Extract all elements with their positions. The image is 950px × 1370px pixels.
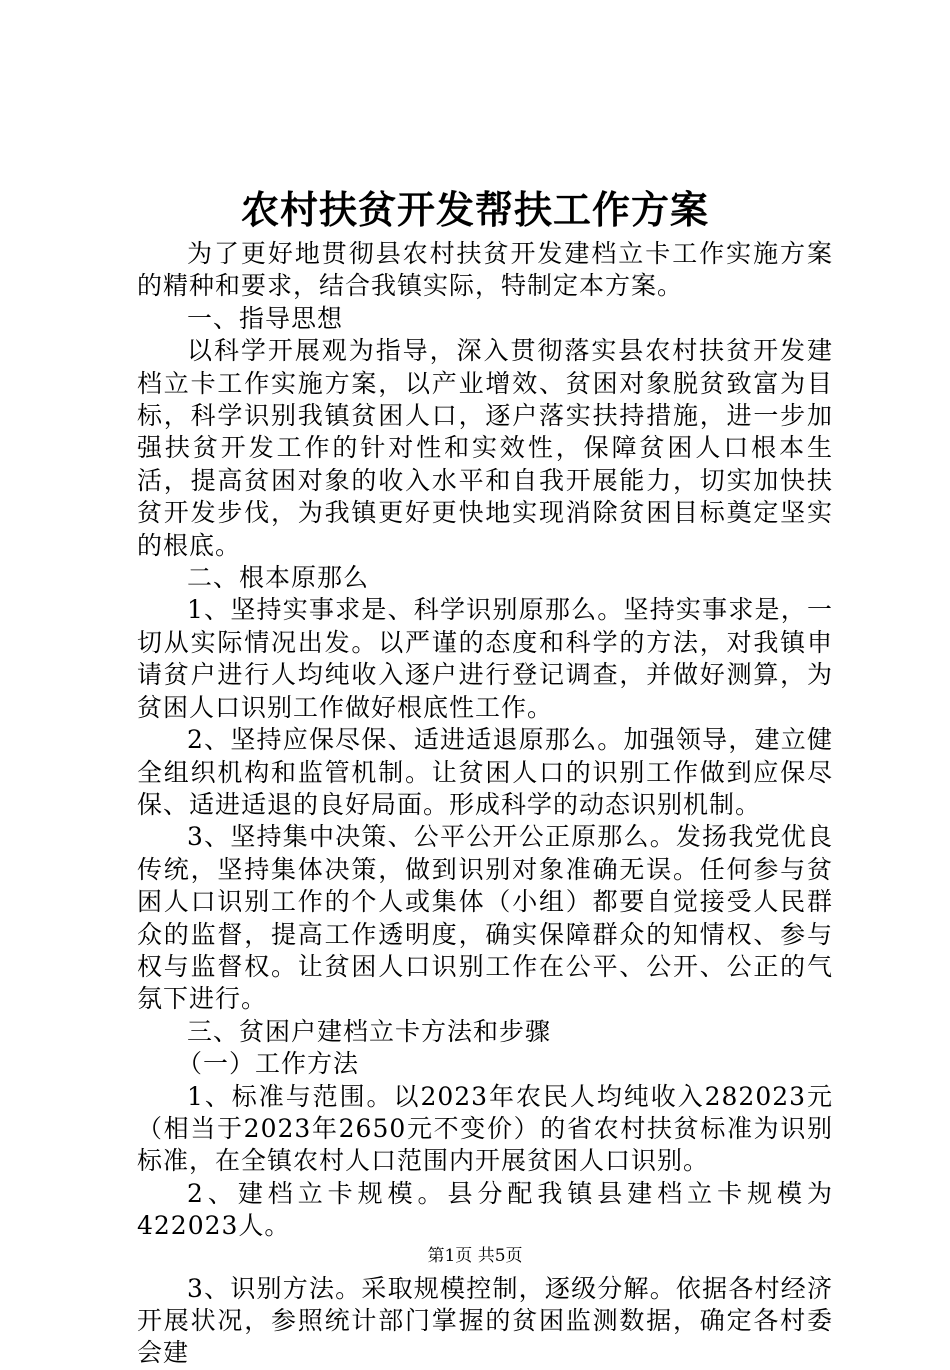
principle-2-paragraph: 2、坚持应保尽保、适进适退原那么。加强领导，建立健全组织机构和监管机制。让贫困人口的识别工作做到应保尽保、适进适退的良好局面。形成科学的动态识别机制。 (137, 725, 833, 819)
document-title: 农村扶贫开发帮扶工作方案 (240, 187, 709, 232)
section-heading-guiding-thought: 一、指导思想 (187, 303, 344, 333)
intro-paragraph: 为了更好地贯彻县农村扶贫开发建档立卡工作实施方案的精种和要求，结合我镇实际，特制定本方案。 (137, 239, 833, 301)
method-2-paragraph: 2、建档立卡规模。县分配我镇县建档立卡规模为422023人。 (137, 1178, 833, 1241)
method-3-paragraph: 3、识别方法。采取规模控制，逐级分解。依据各村经济开展状况，参照统计部门掌握的贫困监测数据，确定各村委会建 (137, 1273, 833, 1368)
principle-3-paragraph: 3、坚持集中决策、公平公开公正原那么。发扬我党优良传统，坚持集体决策，做到识别对象准确无误。任何参与贫困人口识别工作的个人或集体（小组）都要自觉接受人民群众的监督，提高工作透明度，确实保障群众的知情权、参与权与监督权。让贫困人口识别工作在公平、公开、公正的气氛下进行。 (137, 822, 833, 1014)
guiding-thought-paragraph: 以科学开展观为指导，深入贯彻落实县农村扶贫开发建档立卡工作实施方案，以产业增效、贫困对象脱贫致富为目标，科学识别我镇贫困人口，逐户落实扶持措施，进一步加强扶贫开发工作的针对性和实效性，保障贫困人口根本生活，提高贫困对象的收入水平和自我开展能力，切实加快扶贫开发步伐，为我镇更好更快地实现消除贫困目标奠定坚实的根底。 (137, 336, 833, 560)
section-heading-methods-steps: 三、贫困户建档立卡方法和步骤 (187, 1016, 552, 1046)
principle-1-paragraph: 1、坚持实事求是、科学识别原那么。坚持实事求是，一切从实际情况出发。以严谨的态度和科学的方法，对我镇申请贫户进行人均纯收入逐户进行登记调查，并做好测算，为贫困人口识别工作做好根底性工作。 (137, 595, 833, 722)
subsection-heading-work-method: （一）工作方法 (177, 1049, 360, 1079)
document-body (137, 238, 833, 1370)
method-1-paragraph: 1、标准与范围。以2023年农民人均纯收入282023元（相当于2023年2650元不变价）的省农村扶贫标准为识别标准，在全镇农村人口范围内开展贫困人口识别。 (137, 1081, 833, 1176)
section-heading-basic-principles: 二、根本原那么 (187, 563, 370, 593)
page-footer: 第1页 共5页 (427, 1246, 523, 1266)
